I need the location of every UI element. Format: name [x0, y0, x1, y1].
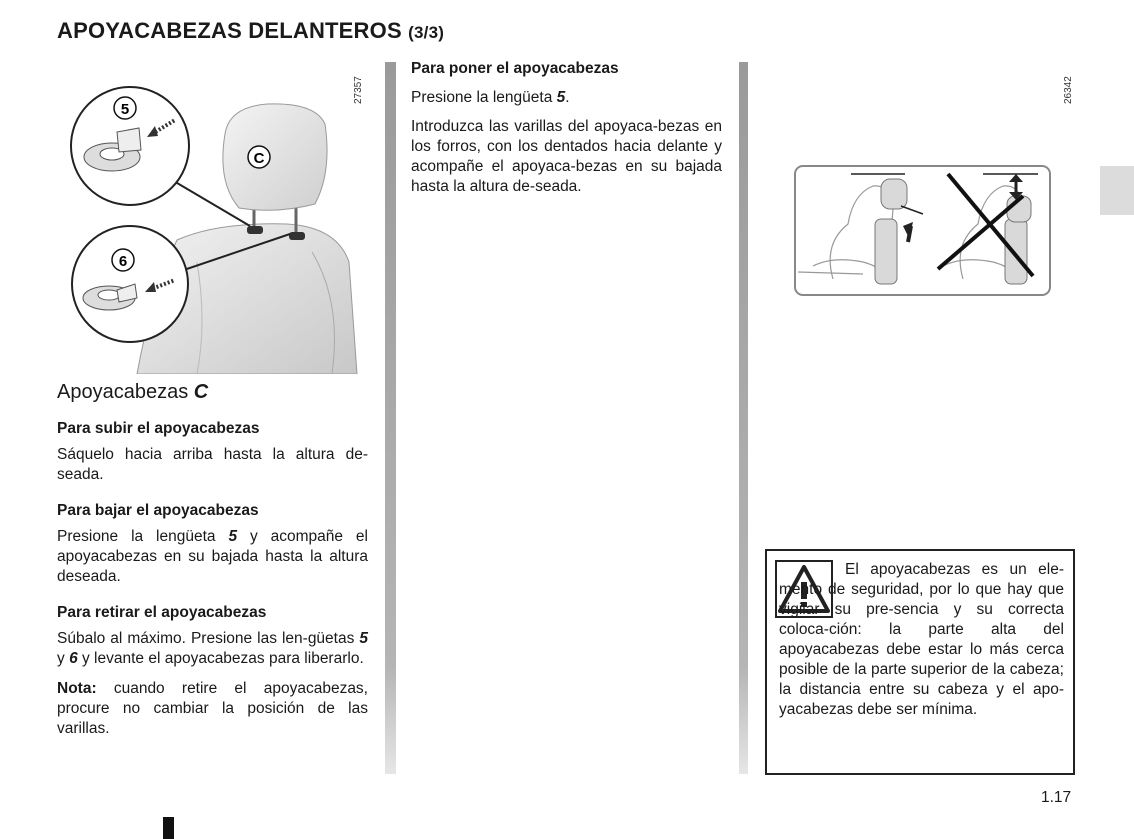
install-step-1: Presione la lengüeta 5.	[411, 89, 570, 106]
warning-text: El apoyacabezas es un ele-mento de seguridad, por lo que hay que vigilar su pre-sencia y su correcta coloca-ción: la parte alta del apoyacabezas debe estar lo más cerca posible de la parte superior de la cabeza; la distancia entre su cabeza y el apo-yacabezas debe ser mínima.	[779, 561, 1064, 718]
detail-6-circle	[72, 226, 188, 342]
figure-number-right: 26342	[1063, 76, 1074, 104]
section-heading-letter: C	[193, 381, 209, 403]
page-title-sub: (3/3)	[408, 23, 445, 42]
column-divider-right	[739, 62, 748, 774]
install-step-2: Introduzca las varillas del apoyaca-bezas en los forros, con los dentados hacia delante y acompañe el apoyaca-bezas en su bajada hasta la altura de-seada.	[411, 118, 722, 195]
headrest-illustration	[57, 62, 377, 374]
section-heading-text: Apoyacabezas	[57, 381, 189, 403]
label-6: 6	[118, 253, 128, 270]
lower-heading: Para bajar el apoyacabezas	[57, 502, 259, 519]
middle-column	[411, 59, 722, 197]
side-tab-marker	[1100, 166, 1134, 215]
label-5: 5	[120, 101, 130, 118]
headrest-position-illustration	[793, 164, 1053, 298]
crop-mark	[163, 817, 174, 839]
label-c: C	[253, 150, 265, 167]
lower-text: Presione la lengüeta 5 y acompañe el apoyacabezas en su bajada hasta la altura deseada.	[57, 528, 368, 585]
section-heading	[57, 380, 368, 404]
column-divider-left	[385, 62, 396, 774]
page-number: 1.17	[1041, 789, 1072, 806]
raise-heading: Para subir el apoyacabezas	[57, 420, 260, 437]
page-title-main: APOYACABEZAS DELANTEROS	[57, 18, 402, 43]
figure-number-left: 27357	[353, 76, 364, 104]
headrest-shape	[223, 104, 327, 210]
note-text: Nota: cuando retire el apoyacabezas, procure no cambiar la posición de las varillas.	[57, 680, 368, 737]
install-heading: Para poner el apoyacabezas	[411, 60, 619, 77]
raise-text: Sáquelo hacia arriba hasta la altura de-seada.	[57, 446, 368, 483]
remove-heading: Para retirar el apoyacabezas	[57, 604, 267, 621]
remove-text: Súbalo al máximo. Presione las len-güetas 5 y 6 y levante el apoyacabezas para liberarlo.	[57, 630, 368, 667]
page-title	[57, 18, 444, 44]
left-column	[57, 380, 368, 739]
